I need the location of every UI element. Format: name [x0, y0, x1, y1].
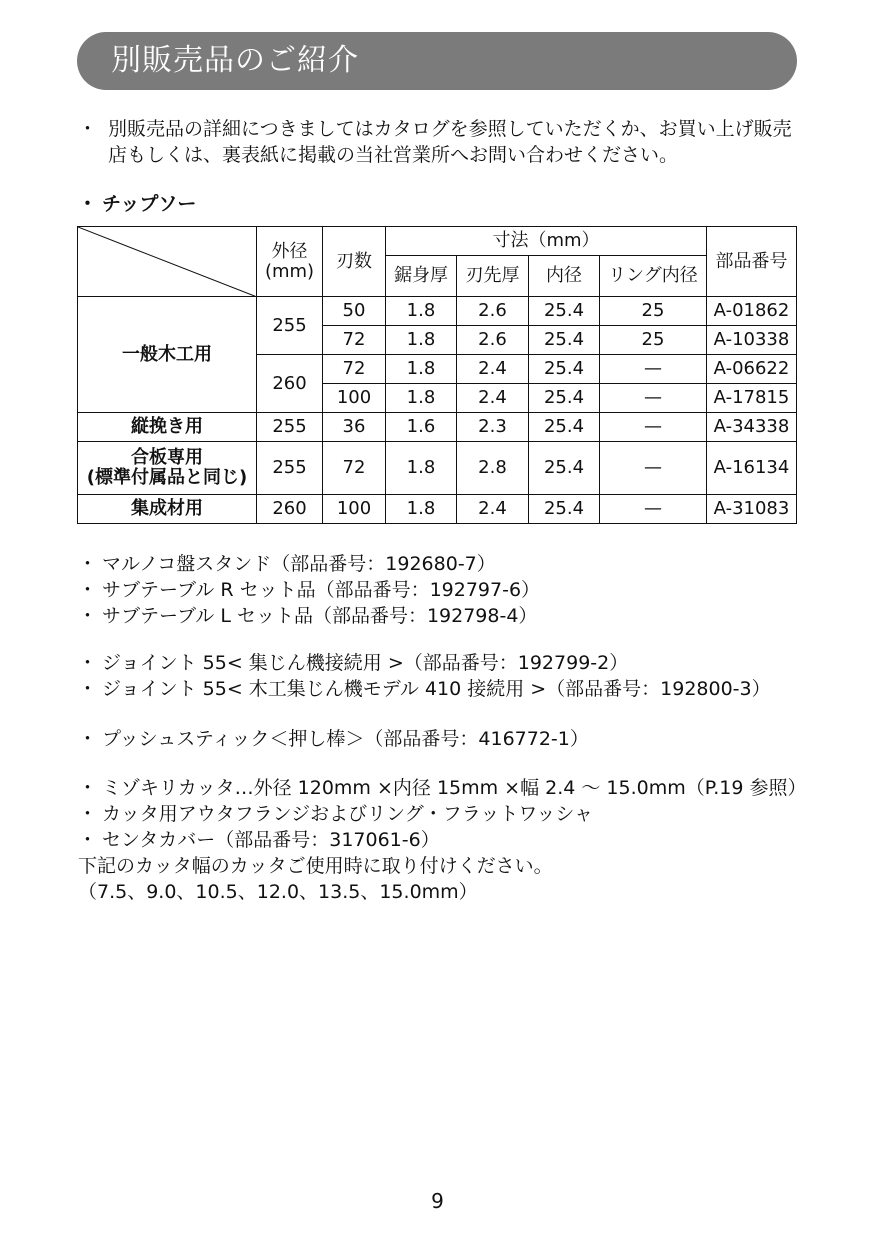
accessory-list-b: [78, 650, 838, 702]
cell-ring: —: [600, 355, 707, 384]
cell-tip: 2.3: [457, 413, 529, 442]
cell-tip: 2.6: [457, 326, 529, 355]
cell-tip: 2.6: [457, 297, 529, 326]
cell-body: 1.8: [386, 355, 457, 384]
cell-body: 1.8: [386, 326, 457, 355]
cell-tip: 2.8: [457, 442, 529, 495]
accessory-list-a: [78, 551, 838, 629]
cell-ring: —: [600, 384, 707, 413]
list-item: ・ ジョイント 55< 集じん機接続用 >（部品番号：192799-2）: [78, 652, 629, 674]
cell-dia: 255: [257, 442, 323, 495]
list-item: ・ カッタ用アウタフランジおよびリング・フラットワッシャ: [78, 803, 594, 825]
cell-inner: 25.4: [529, 384, 600, 413]
cell-body: 1.8: [386, 442, 457, 495]
table-row: [78, 297, 797, 326]
group-laminated: 集成材用: [78, 495, 257, 524]
cell-inner: 25.4: [529, 495, 600, 524]
intro-paragraph: [78, 116, 803, 168]
accessory-list-d: [78, 775, 838, 905]
cell-teeth: 72: [323, 326, 386, 355]
header-part-no: 部品番号: [707, 227, 797, 297]
cell-inner: 25.4: [529, 355, 600, 384]
cell-ring: 25: [600, 326, 707, 355]
diagonal-line: [78, 227, 257, 297]
cell-body: 1.8: [386, 384, 457, 413]
cell-part: A-10338: [707, 326, 797, 355]
cell-part: A-34338: [707, 413, 797, 442]
list-item: ・ ジョイント 55< 木工集じん機モデル 410 接続用 >（部品番号：192800-3）: [78, 678, 771, 700]
cell-teeth: 72: [323, 355, 386, 384]
cell-inner: 25.4: [529, 297, 600, 326]
cell-inner: 25.4: [529, 326, 600, 355]
chipsaw-heading-text: チップソー: [102, 193, 197, 215]
header-ring-dia: リング内径: [600, 256, 707, 297]
cell-part: A-01862: [707, 297, 797, 326]
table-row: [78, 413, 797, 442]
list-item: ・ サブテーブル L セット品（部品番号：192798-4）: [78, 605, 538, 627]
group-plywood: [78, 442, 257, 495]
group-general: 一般木工用: [78, 297, 257, 413]
note-line-1: 下記のカッタ幅のカッタご使用時に取り付けください。: [78, 855, 553, 877]
cell-ring: 25: [600, 297, 707, 326]
cell-part: A-06622: [707, 355, 797, 384]
cell-dia: 255: [257, 297, 323, 355]
cell-tip: 2.4: [457, 495, 529, 524]
group-plywood-line2: (標準付属品と同じ): [86, 467, 248, 488]
cell-ring: —: [600, 413, 707, 442]
header-outer-dia-label: 外径: [271, 240, 308, 262]
cell-body: 1.8: [386, 495, 457, 524]
cell-part: A-17815: [707, 384, 797, 413]
bullet: ・: [78, 118, 98, 140]
header-inner-dia: 内径: [529, 256, 600, 297]
cell-part: A-31083: [707, 495, 797, 524]
header-teeth: 刃数: [323, 227, 386, 297]
table-row: [78, 442, 797, 495]
list-item: ・ マルノコ盤スタンド（部品番号：192680-7）: [78, 553, 496, 575]
cell-tip: 2.4: [457, 384, 529, 413]
accessory-list-c: [78, 726, 838, 752]
page-title: 別販売品のご紹介: [111, 43, 359, 78]
intro-text: 別販売品の詳細につきましてはカタログを参照していただくか、お買い上げ販売店もしくは、裏表紙に掲載の当社営業所へお問い合わせください。: [108, 118, 792, 166]
cell-teeth: 100: [323, 495, 386, 524]
cell-dia: 255: [257, 413, 323, 442]
cell-body: 1.8: [386, 297, 457, 326]
chipsaw-heading: [78, 189, 196, 216]
bullet: ・: [78, 193, 98, 215]
cell-teeth: 100: [323, 384, 386, 413]
cell-dia: 260: [257, 495, 323, 524]
cell-inner: 25.4: [529, 442, 600, 495]
cell-dia: 260: [257, 355, 323, 413]
list-item: ・ サブテーブル R セット品（部品番号：192797-6）: [78, 579, 541, 601]
header-body-thick: 鋸身厚: [386, 256, 457, 297]
cell-ring: —: [600, 495, 707, 524]
header-dims: 寸法（mm）: [386, 227, 707, 256]
cell-part: A-16134: [707, 442, 797, 495]
chipsaw-spec-table: [77, 226, 797, 524]
section-header-banner: [77, 32, 797, 90]
list-item: ・ プッシュスティック＜押し棒＞（部品番号：416772-1）: [78, 728, 589, 750]
header-tip-thick: 刃先厚: [457, 256, 529, 297]
group-plywood-line1: 合板専用: [131, 447, 203, 468]
cell-teeth: 36: [323, 413, 386, 442]
page-number: 9: [431, 1189, 444, 1213]
cell-ring: —: [600, 442, 707, 495]
cell-body: 1.6: [386, 413, 457, 442]
header-corner-cell: [78, 227, 257, 297]
cell-tip: 2.4: [457, 355, 529, 384]
header-outer-dia-unit: (mm): [264, 260, 315, 282]
list-item: ・ センタカバー（部品番号：317061-6）: [78, 829, 440, 851]
header-outer-dia: [257, 227, 323, 297]
cell-inner: 25.4: [529, 413, 600, 442]
list-item: ・ ミゾキリカッタ…外径 120mm ×内径 15mm ×幅 2.4 ～ 15.0mm（P.19 参照）: [78, 777, 807, 799]
table-row: [78, 495, 797, 524]
note-line-2: （7.5、9.0、10.5、12.0、13.5、15.0mm）: [78, 881, 478, 903]
cell-teeth: 50: [323, 297, 386, 326]
cell-teeth: 72: [323, 442, 386, 495]
group-rip: 縦挽き用: [78, 413, 257, 442]
